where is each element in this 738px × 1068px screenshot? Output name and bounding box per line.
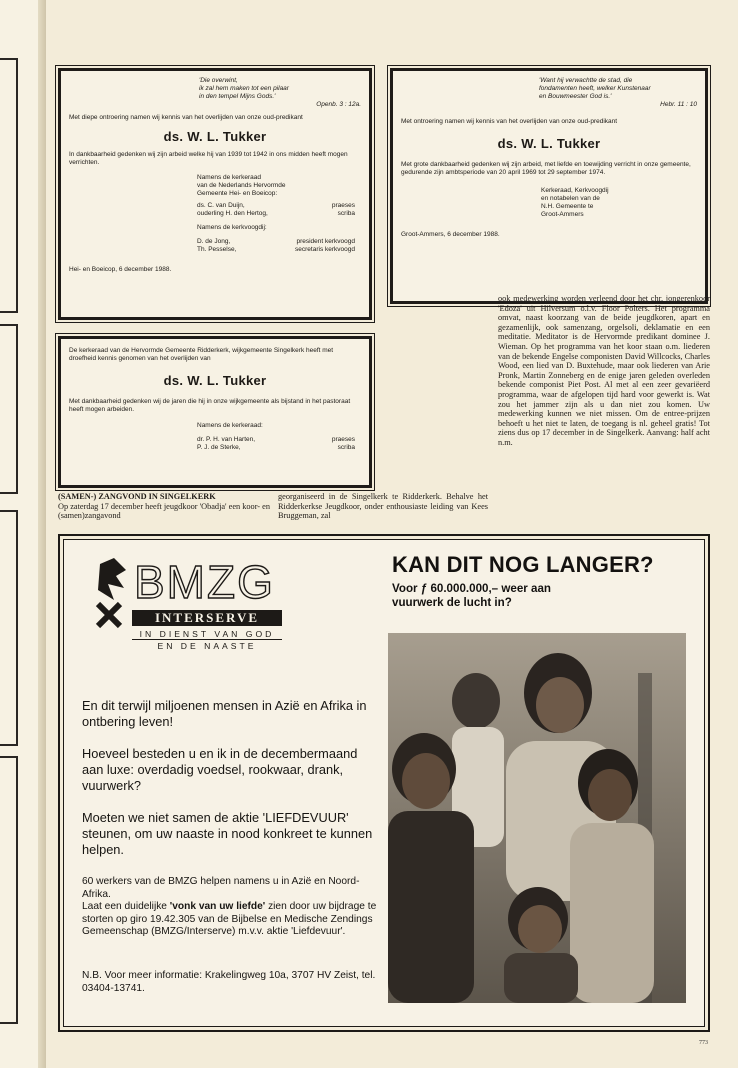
ad-headline: KAN DIT NOG LANGER? [392, 552, 654, 577]
notice-place-date: Groot-Ammers, 6 december 1988. [401, 231, 500, 238]
page-number: 773 [699, 1040, 708, 1046]
signer-row: dr. P. H. van Harten, praeses [197, 436, 355, 443]
page-fold-shadow [38, 0, 46, 1068]
ad-paragraph-1: En dit terwijl miljoenen mensen in Azië en Afrika in ontbering leven! [82, 698, 367, 729]
dove-icon [94, 554, 134, 634]
facing-page-gutter [0, 0, 44, 1068]
signature-header: Namens de kerkeraad van de Nederlands Hervormde Gemeente Hei- en Boeicop: [197, 174, 286, 197]
ad-paragraph-4: 60 werkers van de BMZG helpen namens u in Azië en Noord-Afrika. Laat een duidelijke 'vonk van uw liefde' zien door uw bijdrage te storten op giro 19.42.305 van de Bijbelse en Medische Zendings Gemeenschap (BMZG/Interserve) m.v.v. aktie 'Liefdevuur'. [82, 876, 377, 938]
obituary-notice-groot-ammers [390, 68, 708, 304]
logo-band: INTERSERVE [132, 610, 282, 626]
article-text: ook medewerking worden verleend door het chr. jongerenkoor 'Edoza' uit Hilversum o.l.v. Floor Polters. Het programma omvat, naast koorzang van de beide jeugdkoren, apart en gezamenlijk, ook samenzang, orgelsoli, deklamatie en een meditatie. Meditator is de Hervormde predikant dominee J. Wieman. Op het programma van het koor staan o.m. liederen van de bekende Engelse componisten David Willcocks, Charles Wood, een lied van D. Buxtehude, maar ook liederen van Arie Pronk, Martin Zonneberg en de enige jaren geleden overleden bekende componist Piet Post. Al met al een zeer gevariëerd programma, waar de afgelopen tijd hard voor gewerkt is. Wat zou het jammer zijn als u dan niet zou komen. Uw medewerking kunnen we niet missen. Om de entree-prijzen behoeft u het niet te laten, de toegang is nl. geheel gratis! Tot ziens dus op 17 december in de Singelkerk. Aanvang: half acht n.m. [498, 294, 710, 447]
ad-paragraph-2: Hoeveel besteden u en ik in de decembermaand aan luxe: overdadig voedsel, rookwaar, drank, vuurwerk? [82, 746, 358, 793]
deceased-name: ds. W. L. Tukker [163, 129, 267, 144]
scripture-reference: Openb. 3 : 12a. [316, 101, 361, 108]
deceased-name: ds. W. L. Tukker [163, 373, 267, 388]
children-photo [388, 633, 686, 1003]
ad-subheadline: Voor ƒ 60.000.000,– weer aan vuurwerk de lucht in? [392, 582, 551, 609]
signer-row: ouderling H. den Hertog, scriba [197, 210, 355, 217]
ad-paragraph-3: Moeten we niet samen de aktie 'LIEFDEVUUR' steunen, om uw naaste in nood konkreet te kunnen helpen. [82, 810, 373, 857]
logo-tagline-1: IN DIENST VAN GOD [139, 629, 275, 639]
notice-intro: De kerkeraad van de Hervormde Gemeente Ridderkerk, wijkgemeente Singelkerk heeft met droefheid kennis genomen van het overlijden van [69, 347, 334, 362]
signature-header: Namens de kerkeraad: [197, 422, 263, 429]
signer-row: Th. Pesselse, secretaris kerkvoogd [197, 246, 355, 253]
signature-block: Kerkeraad, Kerkvoogdij en notabelen van de N.H. Gemeente te Groot-Ammers [541, 187, 609, 218]
obituary-notice-ridderkerk [58, 336, 372, 488]
signer-row: P. J. de Sterke, scriba [197, 444, 355, 451]
deceased-name: ds. W. L. Tukker [497, 136, 601, 151]
facing-page-frame [0, 58, 18, 313]
facing-page-frame [0, 510, 18, 746]
photo-illustration [388, 633, 686, 1003]
signature-header: Namens de kerkvoogdij: [197, 224, 267, 231]
signer-row: D. de Jong, president kerkvoogd [197, 238, 355, 245]
facing-page-frame [0, 756, 18, 1024]
logo-tagline-2: EN DE NAASTE [132, 639, 282, 651]
scripture-quote: 'Want hij verwachtte de stad, die fondamenten heeft, welker Kunstenaar en Bouwmeester God is.' [539, 77, 651, 100]
signer-row: ds. C. van Duijn, praeses [197, 202, 355, 209]
page [46, 30, 738, 1060]
facing-page-frame [0, 324, 18, 494]
article-text: Op zaterdag 17 december heeft jeugdkoor 'Obadja' een koor- en (samen)zangavond [58, 501, 270, 521]
scripture-quote: 'Die overwint, ik zal hem maken tot een pilaar in den tempel Mijns Gods.' [199, 77, 289, 100]
notice-intro: Met ontroering namen wij kennis van het overlijden van onze oud-predikant [401, 118, 618, 125]
notice-body: In dankbaarheid gedenken wij zijn arbeid welke hij van 1939 tot 1942 in ons midden heeft mogen verrichten. [69, 151, 348, 166]
article-text: georganiseerd in de Singelkerk te Ridderkerk. Behalve het Ridderkerkse Jeugdkoor, onder enthousiaste leiding van Kees Bruggeman, zal [278, 492, 488, 521]
notice-body: Met dankbaarheid gedenken wij de jaren die hij in onze wijkgemeente als bijstand in het pastoraat heeft mogen arbeiden. [69, 398, 351, 413]
bmzg-logo [94, 554, 284, 652]
article-column-2 [278, 492, 488, 521]
notice-intro: Met diepe ontroering namen wij kennis van het overlijden van onze oud-predikant [69, 114, 303, 121]
obituary-notice-hei-en-boeicop [58, 68, 372, 320]
scripture-reference: Hebr. 11 : 10 [660, 101, 697, 108]
article-column-3 [498, 294, 710, 448]
ad-contact-info: N.B. Voor meer informatie: Krakelingweg 10a, 3707 HV Zeist, tel. 03404-13741. [82, 970, 376, 994]
article-heading: (SAMEN-) ZANGVOND IN SINGELKERK [58, 492, 216, 501]
notice-body: Met grote dankbaarheid gedenken wij zijn arbeid, met liefde en toewijding verricht in onze gemeente, gedurende zijn ambtsperiode van 20 april 1969 tot 29 september 1974. [401, 161, 691, 176]
logo-wordmark: BMZG [134, 556, 275, 608]
bmzg-advertisement [58, 534, 710, 1032]
notice-place-date: Hei- en Boeicop, 6 december 1988. [69, 266, 172, 273]
article-column-1 [58, 492, 270, 521]
